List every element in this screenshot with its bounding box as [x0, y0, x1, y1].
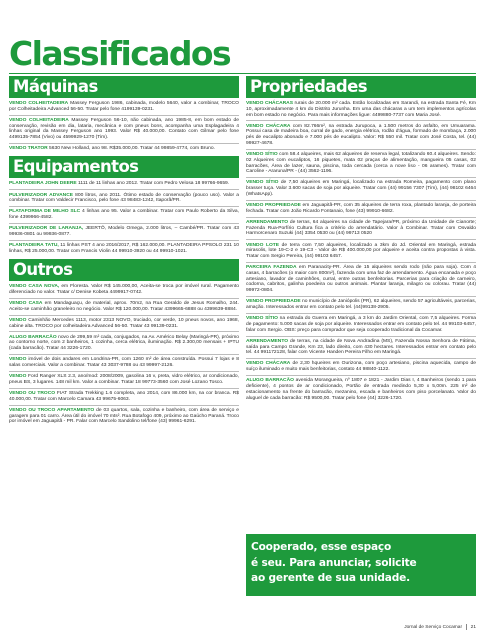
masthead: [9, 33, 476, 71]
ad-text: de terras, na cidade de Nova Andradina (MS), Fazenda Nossa Senhora de Fátima, saída para Campo Grande, Km 23, lado direito, com 430 hectares. Interessados entrar em contato pelo tel. 44 991172128, falar com Vicente Handen Pereira Filho em Maringá.: [246, 338, 476, 356]
ad-text: FIAT Strada Trekking 1.6 completa, ano 2014, com 86.000 km, na cor branca. R$ 40.000,00. Tratar com Marcelo Camara 43 99675-6063.: [9, 391, 239, 402]
classified-ad: [246, 299, 476, 314]
ad-text: avenida Morangueira, nº 1807 e 1821 - Jardim Dias I, 4 Banheiros (sendo 1 para deficiente), 4 pontos de ar condicionado, Portão de entrada medindo 5,30 x 5,00m. 225 m² de estacionamento na frente do barracão, mezanino, escada e banheiros com piso porcelanato. Valor do aluguel de cada barracão: R$ 9500,00. Tratar pelo fone (44) 3226-1720.: [246, 378, 477, 401]
advertise-promo-box: [246, 534, 476, 596]
ad-lead: VENDO COLHEITADEIRA: [9, 117, 69, 123]
classified-ad: [246, 152, 476, 178]
ad-lead: VENDO: [9, 317, 27, 323]
ad-text: Massey Ferguson 1986, cabinada, modelo 5640, valor a combinar, TROCO por Colheitadeira Advanced 56-50. Tratar pelo fone 4199139-0231.: [9, 101, 239, 112]
page-footer: [404, 624, 476, 630]
ad-lead: VENDO LOTE: [246, 242, 280, 248]
ad-list-maquinas: [9, 101, 239, 154]
classified-ad: [9, 318, 239, 333]
ad-lead: PLANTADEIRA TATU,: [9, 243, 59, 249]
ad-lead: VENDO CASA NOVA,: [9, 284, 60, 289]
classified-ad: [9, 408, 239, 427]
promo-line-2: é seu. Para anunciar, solicite: [251, 556, 417, 569]
classified-ad: [9, 118, 239, 144]
classified-ad: [246, 180, 476, 200]
ad-text: 4 linhas ano 95. Valor a combinar. Tratar com Paulo Roberto da Silva, fone 4399966-4582.: [9, 209, 239, 221]
ad-text: de terras, 64 alqueires na cidade de Tapejara/PR, próximo da Unidade de Cianorte; Fazenda Rua-Porfírio Cultura fica a critério do arrendatário. Valor à Combinar. Tratar com Osvaldo Harmorcenaro Suzuki (44) 3354 0530 ou (44) 99713 0520: [246, 219, 476, 237]
page-number: 21: [470, 624, 476, 630]
ad-text: imóvel de dois andares em Londrina-PR, com 1260 m² de área construída. Possui 7 lojas e 8 salas comerciais. Valor a combinar. Tratar 43 3037-9788 ou 43 99997-2126.: [9, 357, 239, 368]
section-title-outros: Outros: [9, 259, 239, 281]
ad-text: em Jaguapitã-PR, com 35 alqueires de terra roxa, plantado laranja, de porteira fechada. Tratar com João Ricardo Fontanaio, fone (43) 99910-6682.: [246, 203, 477, 214]
ad-lead: VENDO CHÁCARA: [246, 361, 291, 367]
promo-line-3: ao gerente de sua unidade.: [251, 572, 410, 584]
ad-lead: VENDO COLHEITADEIRA: [9, 101, 69, 106]
section-outros: [9, 259, 239, 427]
ad-text: de 7,50 alqueires em Maringá, localizado na estrada Romeira, pagamento com plano brasser tuça. Valor 3.600 sacas de soja por alqueire. Tratar com (44) 99156 7307 (Tim), (44) 98102 6464 (WhatsApp).: [246, 180, 477, 197]
classified-ad: [246, 101, 476, 121]
ad-list-equipamentos: [9, 181, 239, 256]
classified-ad: [9, 193, 239, 208]
publication-name: Jornal de Serviço Cocamar: [404, 624, 463, 630]
ad-text: Massey Ferguson 56-10, não cabinada, ano 1985-8, em bom estado de conservação, revisão em dia, lataria, mecânica e com pneus bons, acompanha uma Esplagadeira 4 linhas original da Massey Ferguson ano 1993. Valor R$ 40.000,00. Contato com Gilmar pelo fone 4499135-7854 (Vivo) ou 4599929-1270 (Tim).: [9, 117, 239, 141]
ad-lead: VENDO CASA: [9, 300, 43, 306]
ad-lead: VENDO PROPRIEDADE: [246, 299, 301, 305]
ad-lead: ARRENDAMENTO: [246, 338, 289, 344]
ad-lead: VENDO OU TROCO: [9, 391, 56, 396]
classified-ad: [246, 361, 476, 376]
ad-lead: VENDO SÍTIO: [246, 152, 278, 157]
section-title-propriedades: Propriedades: [246, 76, 476, 98]
classified-ad: [9, 146, 239, 154]
classified-ad: [9, 335, 239, 355]
classified-ad: [246, 265, 476, 297]
classified-ad: [9, 374, 239, 389]
ad-text: 11 linhas PST 4 ano 2016/2017, R$ 162.000,00. PLANTADEIRA PPSOLO 231 10 linhas, R$ 25.000,00. Tratar com Francis Violin 44 99910-3920 ou 44 99910-1021.: [9, 243, 239, 254]
classified-ad: [9, 226, 239, 241]
ad-text: rurais de 20.000 m² cada. Estão localizadas em Sarandi, na estrada Santa Fé, Km 10, aproximadamente 4 km do Distrito Jurunha. Em uma das chácaras a um tem implementos agrícolas em bom estado no negócio. Para mais informações ligue: 4499880-7737 com Maria José.: [246, 101, 476, 118]
ad-lead: ALUGO BARRACÃO: [246, 378, 294, 384]
ad-text: 800 litros, ano 2011. Ótimo estado de conservação (pouco uso). Valor a combinar. Tratar com Valdecir Francisco, pelo fone 43 98483-1242, Itaporã/PR.: [9, 192, 239, 204]
ad-text: 1111 de 11 linhas ano 2012. Tratar com Pedro Velosa 18 99766-9659.: [76, 181, 230, 187]
ad-text: Ford Ranger XLS 2.3, ano/mod: 2008/2009, gasolina 16 v, preta, vidro elétrico, ar condicionado, pneus BS, 3 lugares. 148 mil km. Valor a combinar. Tratar 18 99773-3560 com José Lozano Tosco.: [9, 374, 239, 385]
classified-ad: [246, 316, 476, 336]
page-title: Classificados: [9, 34, 231, 73]
ad-text: 5630 New Holland, ano 98. R$35.000,00. Tratar 44 99859-4774, com Bruno.: [47, 146, 215, 152]
classified-ad: [9, 243, 239, 257]
classified-ad: [9, 391, 239, 406]
ad-list-propriedades: [246, 101, 476, 403]
promo-line-1: Cooperado, esse espaço: [251, 541, 392, 553]
ad-text: com 82.766m², na estrada Jurupoca, a 1.500 metros do asfalto, em Umuarama. Possui casa de madeira boa, curral de gado, energia elétrica, rodão d'água, formado de mombaça, 2.000 pés de eucalipto abonado e 7.000 pés de eucalipto. Valor: R$ 550 mil. Tratar com José Costa, tel. (44) 99927-4678.: [246, 123, 476, 146]
ad-lead: VENDO CHÁCARAS: [246, 101, 293, 106]
footer-divider: [466, 624, 467, 630]
ad-text: no município de Janiópolis (PR), 62 alqueires, sendo 57 agricultáveis, parcerias, amação. Interessados entrar em contato pelo tel. (44)99138-2905.: [246, 299, 476, 310]
ad-lead: PULVERIZADOR DE LARANJA,: [9, 226, 84, 232]
section-maquinas: [9, 76, 239, 154]
ad-lead: VENDO: [9, 357, 27, 363]
classified-ad: [246, 339, 476, 359]
ad-lead: PARCEIRA FAZENDA: [246, 265, 297, 271]
ad-lead: PULVERIZADOR ADVANCE: [9, 192, 73, 198]
classified-ad: [246, 243, 476, 263]
ad-text: JEERTÔ, Modelo Omega, 2.000 litros, – Cambé/PR. Tratar com 43 99936-0801 ou 99936-0877.: [9, 226, 239, 237]
ad-text: em Mandaguaçu, de material, aprox. 70m2, na Rua Geraldo de Jesus Romalho, 244. Aceito-se caminhão graneleiro no negócio. Valor R$ 120.000,00. Tratar 4399665-6888 ou 4399639-8884.: [9, 300, 240, 312]
section-propriedades: [246, 76, 476, 403]
section-title-maquinas: Máquinas: [9, 76, 239, 98]
classified-ad: [9, 301, 239, 316]
classified-ad: [9, 181, 239, 190]
classified-ad: [9, 209, 239, 224]
classified-ad: [246, 220, 476, 240]
ad-lead: VENDO SÍTIO: [246, 316, 278, 322]
classified-ad: [9, 284, 239, 299]
ad-text: de 03 quartos, sala, cozinha e banheiro, com área de serviço e garagem para 01 carro. Área útil do imóvel 70 mts². Rua Botafogo 409, próximo ao Gaúcho Paraná. Troco por imóvel em Jaguapitã - PR. Falar com Marcelo Sandolino tel/fone (43) 99961-6291.: [9, 407, 239, 425]
classified-ad: [9, 101, 239, 116]
ad-lead: VENDO TRATOR: [9, 146, 48, 152]
ad-text: novo de 299,59 m² cada, conjugados, na Av. Américo Belay (Maringá-PR), próximo ao contorno norte, com 2 banheiros, 1 cozinha, cerca elétrica, iluminação. R$ 2.300,00 mensais + IPTU (cada barracão). Tratar 44 3226-1720.: [9, 334, 240, 352]
section-equipamentos: [9, 156, 239, 256]
ad-lead: ARRENDAMENTO: [246, 219, 289, 225]
ad-text: com 58.4 alqueires, mais 62 alqueires de reserva legal, totalizando 60.4 alqueires. Sendo: 02 Alqueires com eucaliptos, 16 piquetes, mata 02 praças de alimentação, mangueira 05 casas, 02 barracões, Área de lazer, sauna, piscina, toda cercada (cerca a nove liso - 06 arames). Tratar com Caroline - Araruna/PR - (44) 3562-1196.: [246, 152, 477, 175]
ad-lead: VENDO OU TROCO APARTAMENTO: [9, 407, 95, 413]
ad-lead: VENDO CHÁCARA: [246, 123, 291, 129]
classified-ad: [246, 378, 476, 403]
ad-lead: VENDO PROPRIEDADE: [246, 203, 301, 208]
ad-text: em Floresta. Valor R$ 145.000,00, Aceita-se troca por imóvel rural. Pagamento diferenciado no valor. Tratar c/ Denise Kobeta 4499917-0742.: [9, 284, 239, 295]
ad-lead: PLATAFORMA DE MILHO SLC: [9, 209, 81, 215]
ad-text: de 2,30 hqueires em Ourizona, com poço artesiano, piscina aquecida, campo de suíço iluminado e muito mais benfeitorias, contato 44 98840-1122.: [246, 361, 476, 373]
ad-text: na estrada do Guerra em Maringá, a 3 km do Jardim Oriental, com 7,5 alqueires. Forma de pagamento: 5.000 sacas de soja por alqueire. Interessados entrar em contato pelo tel. 44 99103-6457, falar com Sergio. OBS: preço para comprador que seja cooperado tradicional da Cocamar.: [246, 316, 477, 333]
classified-ad: [9, 357, 239, 372]
ad-lead: PLANTADEIRA JOHN DEERE: [9, 181, 77, 187]
ad-text: em Paranacity-PR. Área de 15 alqueires sendo rodo (não para soja). Com 4 casas, 4 barracões (o maior com 800m²), fazenda com uma faz de arrendamento. Água encanada e poço artesiano, lavador de caminhões, curral, entre outras benfeitorias. Parcerias para criação de carneiro, codorna, cabritos, galinha poedeira ou outros animais. Plantar laranja, milagro ou colorau. Tratar (44) 99972-0804.: [246, 265, 476, 294]
ad-list-outros: [9, 284, 239, 427]
left-column: [9, 76, 239, 430]
classified-ad: [246, 124, 476, 150]
classified-ad: [246, 203, 476, 218]
masthead-rule: [9, 73, 476, 74]
ad-text: de terra com 7,50 alqueires, localizado a 3km do Jd. Oriental em Maringá, estrada mirasolis, lote 19-C-2 e 19-C3 - Valor de R$ 400.000,00 por alqueire e aceita contra propostas à vista. Tratar com Sergio Pereira, (44) 99103 6457.: [246, 242, 476, 259]
ad-text: Caminhão Mercedes 1113, motor 2313 NOVO, truciado, cor verde, 10 pneus novos, ano 1968, cabine alta. TROCO por colheitadeira Advanced 56-50. Tratar 43 99139-0231.: [9, 317, 239, 329]
section-title-equipamentos: Equipamentos: [9, 156, 239, 178]
right-column: [246, 76, 476, 406]
ad-lead: VENDO: [9, 374, 27, 380]
ad-lead: ALUGO BARRACÃO: [9, 334, 57, 340]
ad-lead: VENDO SÍTIO: [246, 180, 279, 186]
